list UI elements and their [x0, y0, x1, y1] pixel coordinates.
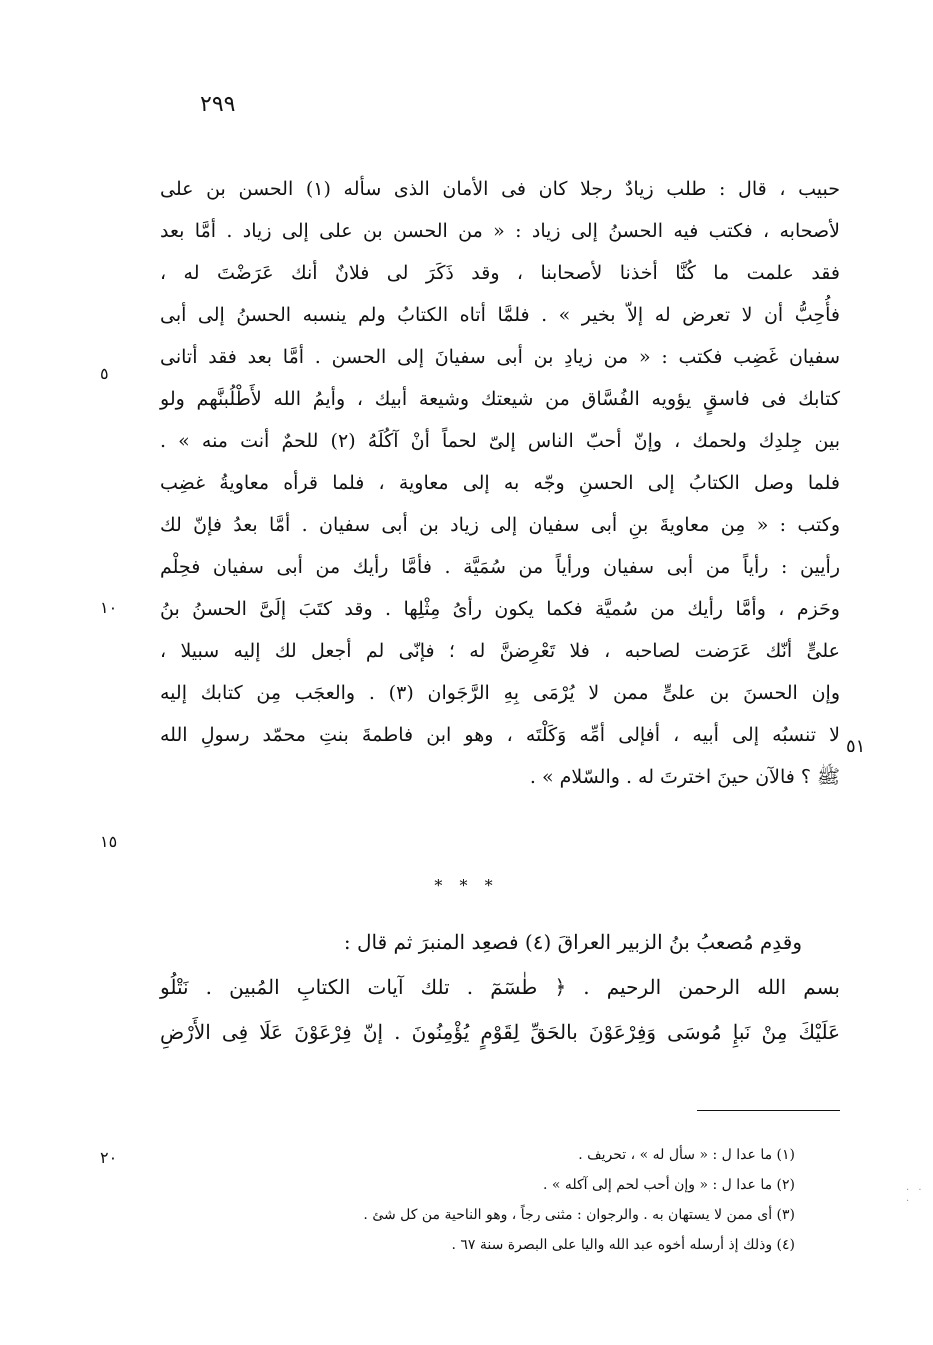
footnote-3: (٣) أى ممن لا يستهان به . والرجوان : مثنى رجاً ، وهو الناحية من كل شئ . [363, 1207, 795, 1223]
body-text [160, 168, 840, 798]
text-line: فلما وصل الكتابُ إلى الحسنِ وجّه به إلى معاوية ، فلما قرأه معاويةُ غضِب [160, 472, 840, 494]
text-line: كتابك فى فاسقٍ يؤويه الفُسَّاق من شيعتك وشيعة أبيك ، وأيمُ الله لأَطْلُبنَّهم ولو [160, 388, 840, 410]
section-separator: * * * [434, 876, 499, 895]
text-line: بسم الله الرحمن الرحيم . ﴿ طٰسٓمٓ . تلك آيات الكتابِ المُبين . نَتْلُو [160, 975, 840, 999]
scan-speckle: · · · [906, 1185, 925, 1207]
page-number: ٢٩٩ [200, 92, 236, 117]
footnote-2: (٢) ما عدا ل : « وإن أحب لحم إلى آكله » . [542, 1177, 795, 1193]
margin-line-number-5: ٥ [100, 364, 109, 383]
text-line: عَلَيْكَ مِنْ نَبإِ مُوسَى وَفِرْعَوْنَ بالحَقِّ لِقَوْمٍ يُؤْمِنُونَ . إنّ فِرْعَوْنَ عَلَا فِى الأَرْضِ [160, 1020, 840, 1044]
footnote-1: (١) ما عدا ل : « سأل له » ، تحريف . [578, 1147, 795, 1163]
text-line: حبيب ، قال : طلب زيادٌ رجلا كان فى الأمان الذى سأله (١) الحسن بن على [160, 178, 840, 200]
section-2-heading-line: وقدِم مُصعبُ بنُ الزبير العراقَ (٤) فصعِد المنبرَ ثم قال : [343, 930, 802, 954]
text-line: علىٍّ أنّك عَرَضت لصاحبه ، فلا تَعْرِضنَّ له ؛ فإنّى لم أجعل لك إليه سبيلا ، [160, 640, 840, 662]
text-line: وكتب : « مِن معاويةَ بنِ أبى سفيان إلى زياد بن أبى سفيان . أمَّا بعدُ فإنّ لك [160, 514, 840, 536]
margin-reference-number: ٥١ [846, 736, 866, 757]
text-line: فأُحِبُّ أن لا تعرض له إلاّ بخير » . فلمَّا أتاه الكتابُ ولم ينسبه الحسنُ إلى أبى [160, 304, 840, 326]
text-line: رأيين : رأياً من أبى سفيان ورأياً من سُمَيَّة . فأمَّا رأيك من أبى سفيان فحِلْم [160, 556, 840, 578]
text-line: فقد علمت ما كُنَّا أخذنا لأصحابنا ، وقد ذَكَرَ لى فلانٌ أنك عَرَضْتَ له ، [160, 262, 840, 284]
margin-line-number-20: ٢٠ [100, 1148, 118, 1167]
text-line: بين جِلدِك ولحمك ، وإنّ أحبّ الناس إلىّ لحماً أنْ آكُلَهُ (٢) للحمٌ أنت منه » . [160, 430, 840, 452]
margin-line-number-15: ١٥ [100, 832, 118, 851]
text-line: ﷺ ؟ فالآن حينَ اخترتَ له . والسّلام » . [529, 766, 840, 788]
text-line: وإن الحسنَ بن علىٍّ ممن لا يُرْمَى بِهِ الرَّجَوان (٣) . والعجَب مِن كتابك إليه [160, 682, 841, 704]
text-line: لا تنسبُه إلى أبيه ، أفإلى أمِّه وَكَلْتَه ، وهو ابن فاطمةَ بنتِ محمّد رسولِ الله [160, 724, 840, 746]
text-line: لأصحابه ، فكتب فيه الحسنُ إلى زياد : « من الحسن بن على إلى زياد . أمَّا بعد [160, 220, 840, 242]
text-line: وحَزم ، وأمَّا رأيك من سُميَّة فكما يكون رأىُ مِثْلِها . وقد كتَبَ إلَىَّ الحسنُ بنُ [160, 598, 840, 620]
margin-line-number-10: ١٠ [100, 598, 118, 617]
footnote-4: (٤) وذلك إذ أرسله أخوه عبد الله واليا على البصرة سنة ٦٧ . [451, 1237, 795, 1253]
text-line: سفيان غَضِب فكتب : « من زيادِ بن أبى سفيانَ إلى الحسن . أمَّا بعد فقد أتانى [160, 346, 840, 368]
footnote-rule [697, 1110, 840, 1111]
section-2-text [160, 920, 840, 1055]
footnotes [330, 1140, 795, 1260]
